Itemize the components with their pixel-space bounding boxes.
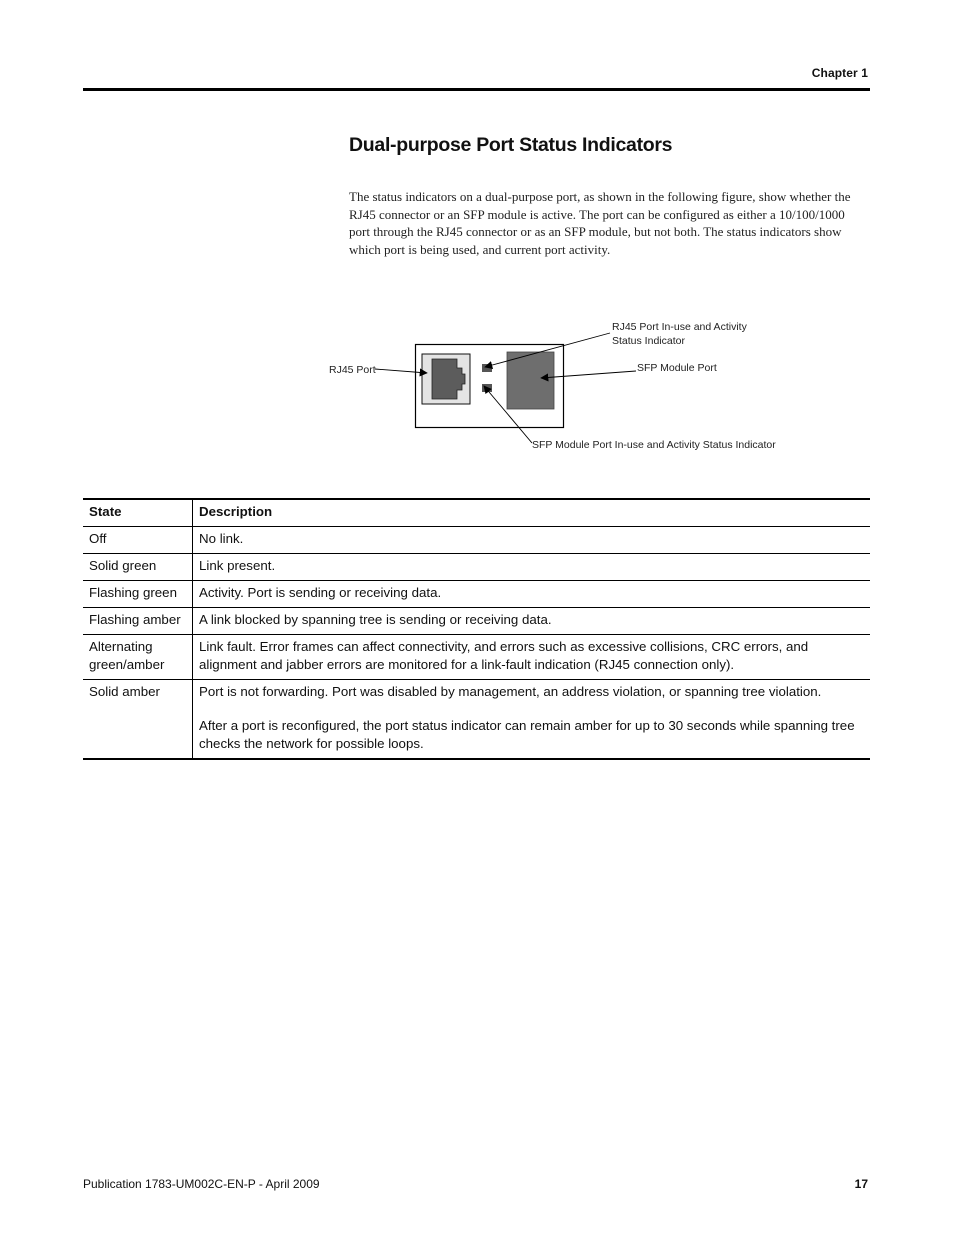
description-paragraph-2: After a port is reconfigured, the port status indicator can remain amber for up to 30 seconds while spanning tree checks the network for possible loops. xyxy=(199,718,855,751)
sfp-module-port-icon xyxy=(507,352,554,409)
table-row xyxy=(83,608,870,635)
sfp-status-indicator xyxy=(482,384,492,392)
description-cell xyxy=(193,680,871,760)
table-row xyxy=(83,527,870,554)
rj45-indicator-label-line1: RJ45 Port In-use and Activity xyxy=(612,321,747,333)
header-state: State xyxy=(83,499,193,527)
description-paragraph: Port is not forwarding. Port was disabled by management, an address violation, or spanning tree violation. xyxy=(199,684,822,699)
description-cell: Link present. xyxy=(193,554,871,581)
state-cell: Off xyxy=(83,527,193,554)
description-cell: A link blocked by spanning tree is sending or receiving data. xyxy=(193,608,871,635)
state-cell: Flashing green xyxy=(83,581,193,608)
table-row xyxy=(83,680,870,760)
table-row xyxy=(83,554,870,581)
state-cell: Solid green xyxy=(83,554,193,581)
state-cell: Alternating green/amber xyxy=(83,635,193,680)
description-cell: Activity. Port is sending or receiving data. xyxy=(193,581,871,608)
rj45-port-label: RJ45 Port xyxy=(329,364,376,376)
port-figure xyxy=(320,310,790,460)
state-cell: Solid amber xyxy=(83,680,193,760)
page-number: 17 xyxy=(854,1177,868,1191)
status-table xyxy=(83,498,870,760)
chapter-label: Chapter 1 xyxy=(811,66,868,80)
footer-publication: Publication 1783-UM002C-EN-P - April 2009 xyxy=(83,1177,320,1191)
table-row xyxy=(83,581,870,608)
section-title: Dual-purpose Port Status Indicators xyxy=(349,134,673,156)
header-description: Description xyxy=(193,499,871,527)
intro-paragraph: The status indicators on a dual-purpose port, as shown in the following figure, show whether the RJ45 connector or an SFP module is active. The port can be configured as either a 10/100/1000 port through the RJ45 connector or as an SFP module, but not both. The status indicators show which port is being used, and current port activity. xyxy=(349,189,851,257)
table-header-row xyxy=(83,499,870,527)
rj45-indicator-label xyxy=(612,320,747,348)
rj45-port-icon xyxy=(422,354,470,404)
header-rule xyxy=(83,88,870,91)
sfp-port-label: SFP Module Port xyxy=(637,362,717,374)
description-cell: No link. xyxy=(193,527,871,554)
state-cell: Flashing amber xyxy=(83,608,193,635)
table-row xyxy=(83,635,870,680)
description-cell: Link fault. Error frames can affect connectivity, and errors such as excessive collisions, CRC errors, and alignment and jabber errors are monitored for a link-fault indication (RJ45 connection only). xyxy=(193,635,871,680)
rj45-indicator-label-line2: Status Indicator xyxy=(612,335,685,347)
sfp-indicator-label: SFP Module Port In-use and Activity Status Indicator xyxy=(532,439,776,451)
